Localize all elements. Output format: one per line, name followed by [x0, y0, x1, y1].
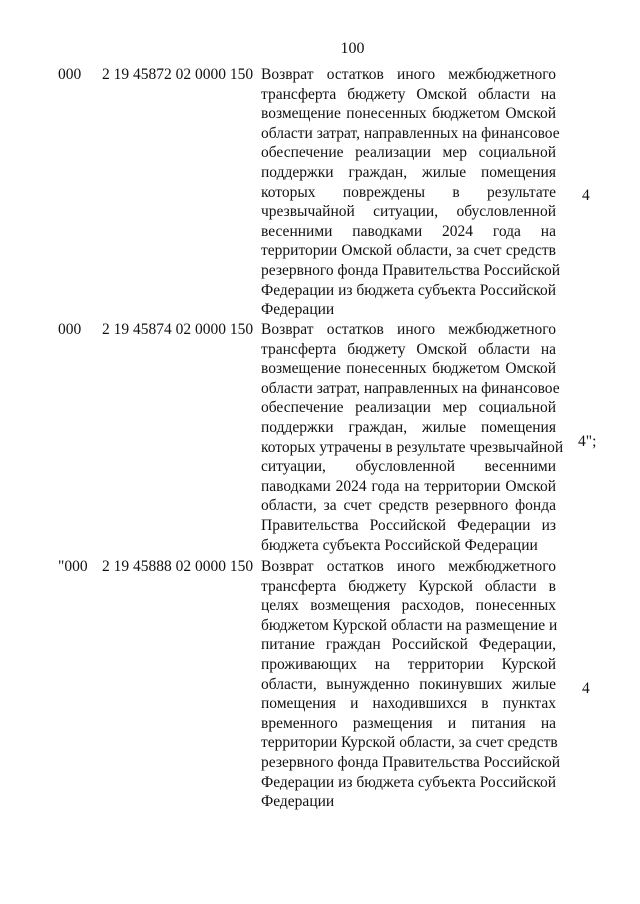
description-line: обеспечение реализации мер социальной: [261, 399, 556, 417]
description-line: обеспечение реализации мер социальной: [261, 144, 556, 162]
page-number: 100: [340, 40, 365, 57]
description-line: резервного фонда Правительства Российской: [261, 261, 561, 279]
description-line: весенними паводками 2024 года на: [261, 222, 556, 240]
description-line: ситуации, обусловленной весенними: [261, 458, 556, 476]
kbk-code: 2 19 45872 02 0000 150: [102, 66, 254, 83]
description-line: бюджета субъекта Российской Федерации: [261, 536, 538, 554]
description-line: резервного фонда Правительства Российской: [261, 753, 561, 771]
description-line: целях возмещения расходов, понесенных: [261, 597, 556, 615]
admin-code: 000: [58, 321, 82, 338]
description-line: Федерации из бюджета субъекта Российской: [261, 281, 557, 299]
description-line: трансферта бюджету Омской области на: [261, 85, 556, 103]
description-line: поддержки граждан, жилые помещения: [261, 418, 556, 436]
norm-value: 4: [582, 680, 590, 697]
description-line: трансферта бюджету Курской области в: [261, 577, 556, 595]
row-description: [261, 320, 564, 555]
description-line: области, за счет средств резервного фонда: [261, 497, 556, 515]
description-line: питание граждан Российской Федерации,: [261, 636, 556, 654]
description-line: проживающих на территории Курской: [261, 655, 556, 673]
description-line: которых повреждены в результате: [261, 183, 556, 201]
description-line: паводками 2024 года на территории Омской: [261, 477, 556, 495]
row-description: [261, 557, 561, 812]
row-description: [261, 65, 561, 320]
description-line: области затрат, направленных на финансовое: [261, 124, 560, 142]
description-line: Возврат остатков иного межбюджетного: [261, 66, 556, 83]
admin-code: "000: [58, 558, 88, 575]
description-line: Федерации из бюджета субъекта Российской: [261, 773, 557, 791]
description-line: временного размещения и питания на: [261, 714, 556, 732]
description-line: Правительства Российской Федерации из: [261, 516, 556, 534]
norm-value: 4";: [578, 433, 597, 450]
description-line: чрезвычайной ситуации, обусловленной: [261, 203, 556, 221]
description-line: трансферта бюджету Омской области на: [261, 340, 556, 358]
description-line: возмещение понесенных бюджетом Омской: [261, 105, 556, 123]
description-line: территории Курской области, за счет средств: [261, 734, 558, 752]
description-line: возмещение понесенных бюджетом Омской: [261, 360, 556, 378]
description-line: области, вынужденно покинувших жилые: [261, 675, 556, 693]
description-line: Возврат остатков иного межбюджетного: [261, 558, 556, 575]
description-line: поддержки граждан, жилые помещения: [261, 163, 556, 181]
description-line: Возврат остатков иного межбюджетного: [261, 321, 556, 338]
description-line: Федерации: [261, 793, 335, 811]
kbk-code: 2 19 45874 02 0000 150: [102, 321, 254, 338]
admin-code: 000: [58, 66, 82, 83]
description-line: территории Омской области, за счет средств: [261, 242, 556, 260]
norm-value: 4: [582, 187, 590, 204]
description-line: области затрат, направленных на финансовое: [261, 379, 560, 397]
description-line: бюджетом Курской области на размещение и: [261, 616, 558, 634]
description-line: которых утрачены в результате чрезвычайной: [261, 438, 564, 456]
description-line: помещения и находившихся в пунктах: [261, 695, 556, 713]
description-line: Федерации: [261, 301, 335, 319]
kbk-code: 2 19 45888 02 0000 150: [102, 558, 254, 575]
